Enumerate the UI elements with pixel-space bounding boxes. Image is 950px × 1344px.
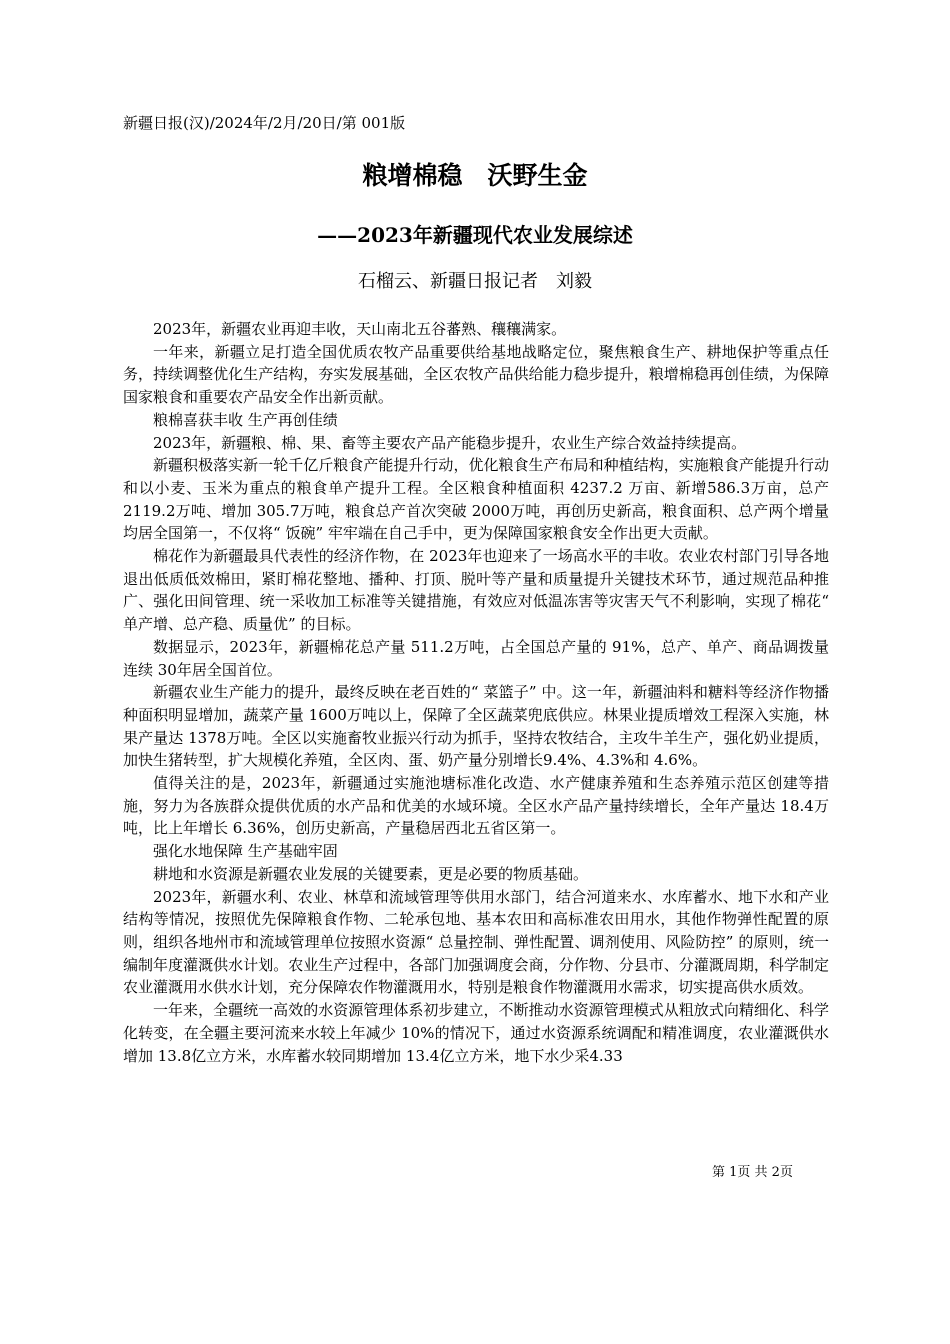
paragraph: 2023年，新疆粮、棉、果、畜等主要农产品产能稳步提升，农业生产综合效益持续提高。	[153, 433, 747, 452]
article-title: 粮增棉稳 沃野生金	[362, 161, 588, 190]
paragraph: 一年来，全疆统一高效的水资源管理体系初步建立，不断推动水资源管理模式从粗放式向精细化、科学化转变，在全疆主要河流来水较上年减少 10%的情况下，通过水资源系统调配和精准调度，农业灌溉供水增加 13.8亿立方米，水库蓄水较同期增加 13.4亿立方米，地下水少采4.33	[123, 1001, 829, 1065]
paragraph: 棉花作为新疆最具代表性的经济作物，在 2023年也迎来了一场高水平的丰收。农业农村部门引导各地退出低质低效棉田，紧盯棉花整地、播种、打顶、脱叶等产量和质量提升关键技术环节，通过规范品种推广、强化田间管理、统一采收加工标准等关键措施，有效应对低温冻害等灾害天气不利影响，实现了棉花“ 单产增、总产稳、质量优” 的目标。	[123, 547, 829, 634]
page-number: 第 1页 共 2页	[712, 1165, 793, 1180]
byline: 石榴云、新疆日报记者 刘毅	[358, 271, 592, 292]
article-body	[123, 318, 829, 1067]
paragraph: 数据显示，2023年，新疆棉花总产量 511.2万吨，占全国总产量的 91%，总产、单产、商品调拨量连续 30年居全国首位。	[123, 637, 829, 679]
paragraph: 耕地和水资源是新疆农业发展的关键要素，更是必要的物质基础。	[153, 864, 589, 883]
section-heading: 强化水地保障 生产基础牢固	[153, 842, 338, 861]
article-subtitle: ——2023年新疆现代农业发展综述	[317, 223, 633, 247]
paragraph: 2023年，新疆农业再迎丰收，天山南北五谷蕃熟、穰穰满家。	[153, 320, 567, 338]
paragraph: 新疆农业生产能力的提升，最终反映在老百姓的“ 菜篮子” 中。这一年，新疆油料和糖料等经济作物播种面积明显增加，蔬菜产量 1600万吨以上，保障了全区蔬菜兜底供应。林果业提质增效工程深入实施，林果产量达 1378万吨。全区以实施畜牧业振兴行动为抓手，坚持农牧结合，主攻牛羊生产，强化奶业提质，加快生猪转型，扩大规模化养殖，全区肉、蛋、奶产量分别增长9.4%、4.3%和 4.6%。	[123, 683, 829, 770]
paragraph: 新疆积极落实新一轮千亿斤粮食产能提升行动，优化粮食生产布局和种植结构，实施粮食产能提升行动和以小麦、玉米为重点的粮食单产提升工程。全区粮食种植面积 4237.2 万亩、新增586.3万亩，总产 2119.2万吨、增加 305.7万吨，粮食总产首次突破 2000万吨，再创历史新高，粮食面积、总产两个增量均居全国第一，不仅将“ 饭碗” 牢牢端在自己手中，更为保障国家粮食安全作出更大贡献。	[123, 456, 829, 543]
paragraph: 值得关注的是，2023年，新疆通过实施池塘标准化改造、水产健康养殖和生态养殖示范区创建等措施，努力为各族群众提供优质的水产品和优美的水域环境。全区水产品产量持续增长，全年产量达 18.4万吨，比上年增长 6.36%，创历史新高，产量稳居西北五省区第一。	[123, 774, 829, 838]
source-line: 新疆日报(汉)/2024年/2月/20日/第 001版	[123, 114, 406, 132]
paragraph: 一年来，新疆立足打造全国优质农牧产品重要供给基地战略定位，聚焦粮食生产、耕地保护等重点任务，持续调整优化生产结构，夯实发展基础，全区农牧产品供给能力稳步提升，粮增棉稳再创佳绩，为保障国家粮食和重要农产品安全作出新贡献。	[123, 342, 829, 407]
paragraph: 2023年，新疆水利、农业、林草和流域管理等供用水部门，结合河道来水、水库蓄水、地下水和产业结构等情况，按照优先保障粮食作物、二轮承包地、基本农田和高标准农田用水，其他作物弹性配置的原则，组织各地州市和流域管理单位按照水资源“ 总量控制、弹性配置、调剂使用、风险防控” 的原则，统一编制年度灌溉供水计划。农业生产过程中，各部门加强调度会商，分作物、分县市、分灌溉周期，科学制定农业灌溉用水供水计划，充分保障农作物灌溉用水，特别是粮食作物灌溉用水需求，切实提高供水质效。	[123, 887, 829, 997]
section-heading: 粮棉喜获丰收 生产再创佳绩	[153, 410, 338, 429]
